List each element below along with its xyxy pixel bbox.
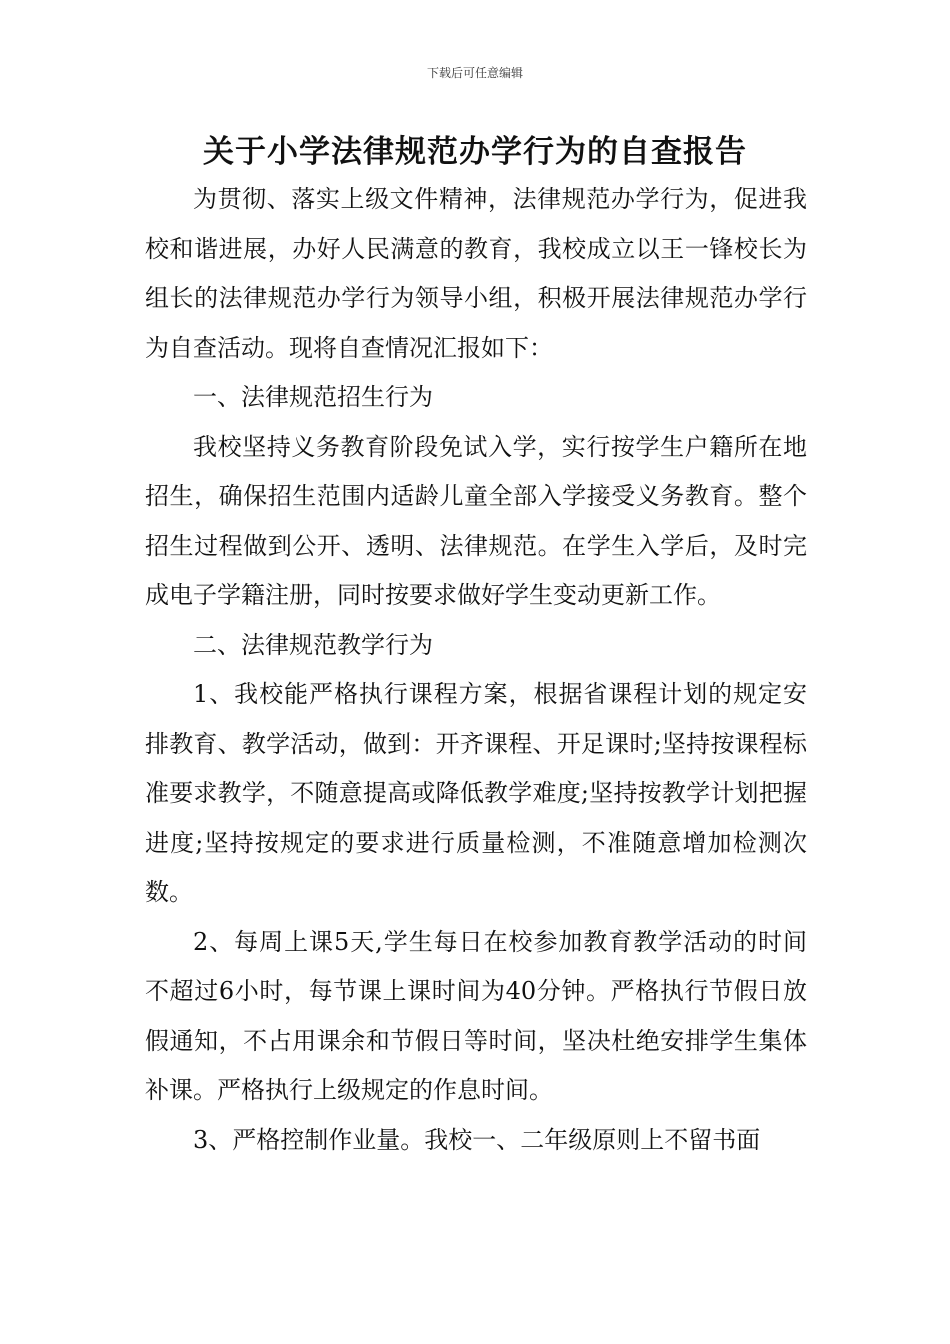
paragraph-teaching-1: 1、我校能严格执行课程方案，根据省课程计划的规定安排教育、教学活动，做到：开齐课程、开足课时;坚持按课程标准要求教学，不随意提高或降低教学难度;坚持按教学计划把握进度;坚持按规定的要求进行质量检测，不准随意增加检测次数。 — [145, 680, 807, 906]
paragraph-teaching-2: 2、每周上课5天,学生每日在校参加教育教学活动的时间不超过6小时，每节课上课时间为40分钟。严格执行节假日放假通知，不占用课余和节假日等时间，坚决杜绝安排学生集体补课。严格执行上级规定的作息时间。 — [145, 927, 807, 1104]
paragraph-intro: 为贯彻、落实上级文件精神，法律规范办学行为，促进我校和谐进展，办好人民满意的教育，我校成立以王一锋校长为组长的法律规范办学行为领导小组，积极开展法律规范办学行为自查活动。现将自查情况汇报如下： — [145, 185, 807, 362]
section-heading-teaching: 二、法律规范教学行为 — [193, 630, 433, 659]
section-heading-enrollment: 一、法律规范招生行为 — [193, 383, 433, 411]
paragraph-teaching-3: 3、严格控制作业量。我校一、二年级原则上不留书面 — [193, 1125, 761, 1154]
paragraph-enrollment: 我校坚持义务教育阶段免试入学，实行按学生户籍所在地招生，确保招生范围内适龄儿童全部入学接受义务教育。整个招生过程做到公开、透明、法律规范。在学生入学后，及时完成电子学籍注册，同时按要求做好学生变动更新工作。 — [145, 432, 807, 609]
document-title: 关于小学法律规范办学行为的自查报告 — [203, 134, 747, 170]
header-note: 下载后可任意编辑 — [426, 66, 523, 80]
document-body — [145, 175, 807, 1165]
